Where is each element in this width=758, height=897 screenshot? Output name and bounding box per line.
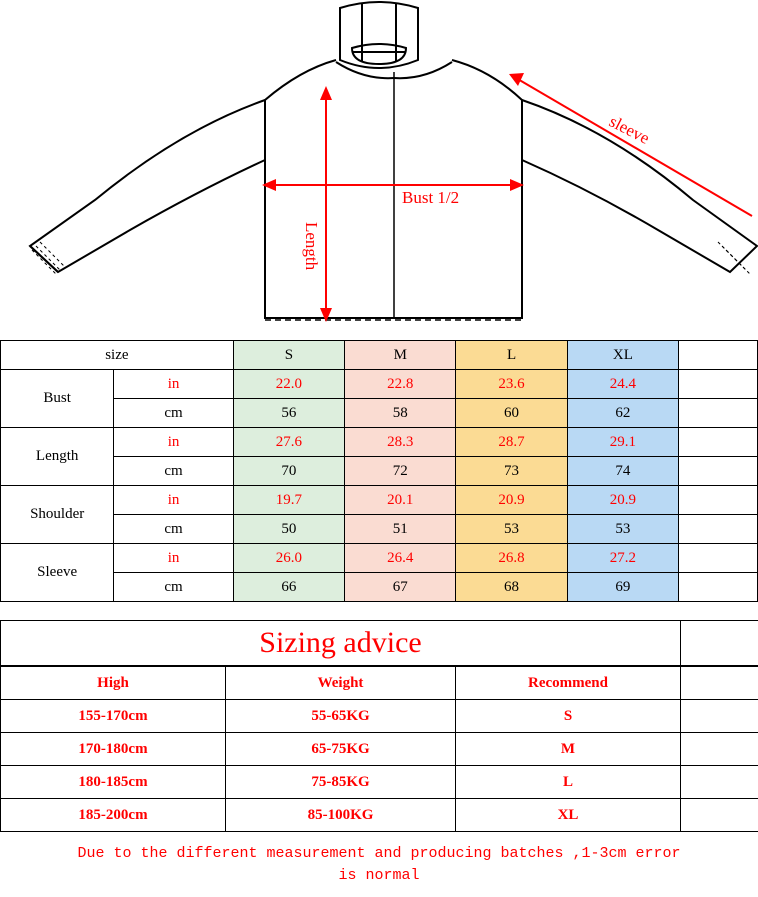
cuff-left [30, 246, 58, 272]
cell-sleeve-cm-xl: 69 [567, 573, 678, 602]
table-row [1, 486, 758, 515]
advice-spacer-2 [681, 733, 758, 766]
unit-in: in [114, 486, 233, 515]
sizing-advice-table [0, 666, 758, 832]
row-label-shoulder: Shoulder [1, 486, 114, 544]
header-size-l: L [456, 341, 567, 370]
advice-recommend-3: L [456, 766, 681, 799]
cell-shoulder-cm-l: 53 [456, 515, 567, 544]
garment-diagram [0, 0, 758, 340]
cell-length-cm-m: 72 [345, 457, 456, 486]
hood-outline [340, 2, 418, 68]
cell-shoulder-in-l: 20.9 [456, 486, 567, 515]
row-spacer [679, 370, 758, 399]
cell-sleeve-in-xl: 27.2 [567, 544, 678, 573]
row-spacer [679, 486, 758, 515]
advice-weight-3: 75-85KG [226, 766, 456, 799]
row-spacer [679, 428, 758, 457]
cuff-left-ribbing [32, 242, 64, 274]
advice-spacer-3 [681, 766, 758, 799]
cell-shoulder-in-s: 19.7 [233, 486, 344, 515]
cell-sleeve-cm-l: 68 [456, 573, 567, 602]
sleeve-label: sleeve [606, 111, 653, 148]
advice-high-4: 185-200cm [1, 799, 226, 832]
cell-shoulder-cm-m: 51 [345, 515, 456, 544]
header-spacer [679, 341, 758, 370]
cell-sleeve-cm-m: 67 [345, 573, 456, 602]
cell-shoulder-cm-s: 50 [233, 515, 344, 544]
row-spacer [679, 573, 758, 602]
table-row [1, 370, 758, 399]
cell-bust-in-l: 23.6 [456, 370, 567, 399]
advice-title-row [1, 621, 758, 666]
cell-bust-in-xl: 24.4 [567, 370, 678, 399]
sleeve-measure-arrow [509, 73, 752, 216]
header-size-s: S [233, 341, 344, 370]
unit-cm: cm [114, 457, 233, 486]
advice-recommend-1: S [456, 700, 681, 733]
advice-weight-1: 55-65KG [226, 700, 456, 733]
header-size-xl: XL [567, 341, 678, 370]
footnote [0, 843, 758, 887]
advice-high-3: 180-185cm [1, 766, 226, 799]
row-spacer [679, 399, 758, 428]
cell-bust-in-s: 22.0 [233, 370, 344, 399]
cell-length-in-l: 28.7 [456, 428, 567, 457]
advice-weight-2: 65-75KG [226, 733, 456, 766]
cell-bust-cm-s: 56 [233, 399, 344, 428]
advice-header-row [1, 667, 758, 700]
cell-sleeve-in-l: 26.8 [456, 544, 567, 573]
cell-length-in-s: 27.6 [233, 428, 344, 457]
cell-bust-cm-l: 60 [456, 399, 567, 428]
hood-opening [352, 44, 406, 64]
advice-header-recommend: Recommend [456, 667, 681, 700]
table-row [1, 399, 758, 428]
cell-sleeve-in-s: 26.0 [233, 544, 344, 573]
row-spacer [679, 544, 758, 573]
unit-in: in [114, 428, 233, 457]
advice-header-weight: Weight [226, 667, 456, 700]
table-row [1, 573, 758, 602]
cell-length-in-xl: 29.1 [567, 428, 678, 457]
cell-length-cm-xl: 74 [567, 457, 678, 486]
cell-shoulder-cm-xl: 53 [567, 515, 678, 544]
advice-spacer-4 [681, 799, 758, 832]
cell-shoulder-in-xl: 20.9 [567, 486, 678, 515]
unit-cm: cm [114, 515, 233, 544]
cell-sleeve-cm-s: 66 [233, 573, 344, 602]
table-row [1, 457, 758, 486]
table-header-row [1, 341, 758, 370]
list-item [1, 766, 758, 799]
list-item [1, 799, 758, 832]
header-size-m: M [345, 341, 456, 370]
length-label: Length [302, 222, 321, 271]
unit-cm: cm [114, 399, 233, 428]
footnote-line-1: Due to the different measurement and producing batches ,1-3cm error [77, 845, 681, 862]
sizing-advice-section [0, 620, 758, 832]
cell-sleeve-in-m: 26.4 [345, 544, 456, 573]
cell-length-cm-s: 70 [233, 457, 344, 486]
sizing-advice-title: Sizing advice [1, 621, 681, 666]
row-label-sleeve: Sleeve [1, 544, 114, 602]
header-size-label: size [1, 341, 234, 370]
advice-recommend-4: XL [456, 799, 681, 832]
bust-label: Bust 1/2 [402, 188, 460, 207]
list-item [1, 733, 758, 766]
cell-length-cm-l: 73 [456, 457, 567, 486]
cell-length-in-m: 28.3 [345, 428, 456, 457]
advice-header-spacer [681, 667, 758, 700]
advice-recommend-2: M [456, 733, 681, 766]
length-measure-arrow [320, 86, 332, 322]
row-spacer [679, 515, 758, 544]
unit-cm: cm [114, 573, 233, 602]
table-row [1, 428, 758, 457]
advice-weight-4: 85-100KG [226, 799, 456, 832]
row-label-bust: Bust [1, 370, 114, 428]
cell-bust-cm-xl: 62 [567, 399, 678, 428]
advice-title-spacer [681, 621, 758, 666]
size-table [0, 340, 758, 602]
row-spacer [679, 457, 758, 486]
unit-in: in [114, 370, 233, 399]
sleeve-left [30, 100, 265, 272]
cell-shoulder-in-m: 20.1 [345, 486, 456, 515]
cell-bust-in-m: 22.8 [345, 370, 456, 399]
sizing-advice-title-table [0, 620, 758, 666]
advice-spacer-1 [681, 700, 758, 733]
advice-high-2: 170-180cm [1, 733, 226, 766]
advice-header-high: High [1, 667, 226, 700]
list-item [1, 700, 758, 733]
table-row [1, 515, 758, 544]
advice-high-1: 155-170cm [1, 700, 226, 733]
unit-in: in [114, 544, 233, 573]
footnote-line-2: is normal [338, 867, 420, 884]
row-label-length: Length [1, 428, 114, 486]
cell-bust-cm-m: 58 [345, 399, 456, 428]
bust-measure-arrow [262, 179, 524, 191]
table-row [1, 544, 758, 573]
